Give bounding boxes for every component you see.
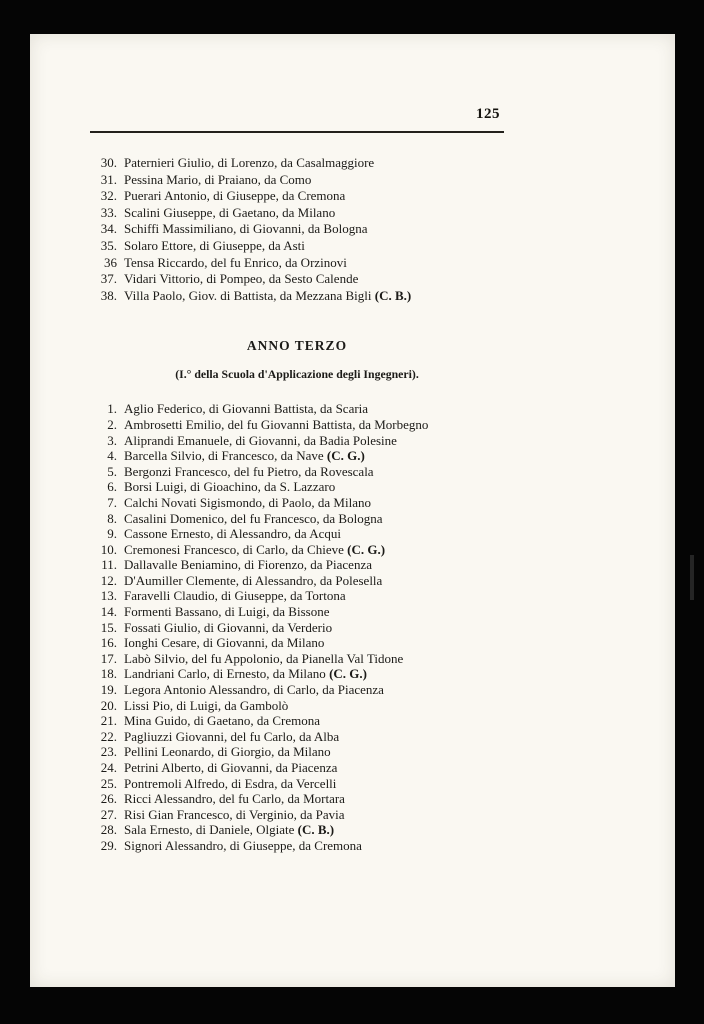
page-content [90,34,504,854]
entry-text: Petrini Alberto, di Giovanni, da Piacenza [124,760,338,775]
entry-text: Legora Antonio Alessandro, di Carlo, da Piacenza [124,682,384,698]
entry-text: Bergonzi Francesco, del fu Pietro, da Rovescala [124,463,374,479]
list-entry [90,401,504,417]
entry-text: D'Aumiller Clemente, di Alessandro, da Polesella [124,572,383,588]
list-entry [90,682,504,698]
entry-text: Puerari Antonio, di Giuseppe, da Cremona [124,188,346,204]
entry-number: 27. [100,806,117,822]
list-entry [90,698,504,714]
entry-text: Sala Ernesto, di Daniele, Olgiate (C. B.) [124,822,335,838]
list-entry [90,542,504,558]
student-roster [90,401,504,853]
entry-number: 15. [100,619,117,635]
list-entry [90,588,504,604]
list-entry [90,776,504,792]
list-entry [90,271,504,288]
list-entry [90,188,504,205]
list-entry [90,713,504,729]
entry-number: 13. [100,588,117,604]
entry-text: Aglio Federico, di Giovanni Battista, da Scaria [124,401,369,417]
entry-number: 4. [107,448,117,464]
entry-text: Landriani Carlo, di Ernesto, da Milano (C. G.) [124,666,367,682]
entry-number: 38. [100,287,117,303]
list-entry [90,822,504,838]
entry-annotation: (C. G.) [326,448,365,464]
entry-text: Pessina Mario, di Praiano, da Como [124,171,312,187]
entry-number: 24. [100,760,117,775]
entry-text: Ionghi Cesare, di Giovanni, da Milano [124,635,325,651]
entry-text: Faravelli Claudio, di Giuseppe, da Tortona [124,588,346,604]
entry-number: 29. [100,837,117,853]
entry-number: 8. [107,510,117,526]
entry-text: Ricci Alessandro, del fu Carlo, da Mortara [124,791,345,807]
entry-annotation: (C. G.) [347,541,386,557]
list-entry [90,651,504,667]
entry-text: Scalini Giuseppe, di Gaetano, da Milano [124,204,336,220]
entry-number: 12. [100,572,117,588]
entry-number: 20. [100,697,117,713]
entry-annotation: (C. B.) [374,287,412,303]
entry-number: 1. [107,401,117,417]
list-entry [90,464,504,480]
entry-text: Borsi Luigi, di Gioachino, da S. Lazzaro [124,479,336,495]
scan-artifact [690,555,694,600]
entry-number: 28. [100,822,117,838]
entry-text: Paternieri Giulio, di Lorenzo, da Casalmaggiore [124,155,375,170]
entry-number: 21. [100,713,117,729]
entry-text: Aliprandi Emanuele, di Giovanni, da Badia Polesine [124,432,397,448]
header-rule [90,131,504,133]
entry-number: 31. [100,171,117,187]
entry-text: Pagliuzzi Giovanni, del fu Carlo, da Alba [124,728,340,744]
entry-text: Pontremoli Alfredo, di Esdra, da Vercelli [124,775,337,791]
entry-text: Cassone Ernesto, di Alessandro, da Acqui [124,526,341,542]
entry-number: 6. [107,479,117,495]
entry-text: Cremonesi Francesco, di Carlo, da Chieve (C. G.) [124,541,386,557]
list-entry [90,433,504,449]
list-entry [90,729,504,745]
entry-text: Labò Silvio, del fu Appolonio, da Pianella Val Tidone [124,650,404,666]
list-entry [90,495,504,511]
page-number: 125 [476,106,500,122]
list-entry [90,526,504,542]
entry-number: 11. [101,557,117,573]
entry-text: Solaro Ettore, di Giuseppe, da Asti [124,237,305,253]
list-entry [90,221,504,238]
list-entry [90,448,504,464]
entry-number: 32. [100,188,117,204]
entry-number: 26. [100,791,117,807]
entry-number: 35. [100,237,117,253]
entry-number: 2. [107,416,117,432]
entry-annotation: (C. B.) [297,822,335,838]
entry-text: Calchi Novati Sigismondo, di Paolo, da Milano [124,494,371,510]
entry-text: Mina Guido, di Gaetano, da Cremona [124,713,321,729]
entry-number: 14. [100,604,117,620]
entry-number: 7. [107,494,117,510]
entry-text: Schiffi Massimiliano, di Giovanni, da Bologna [124,221,368,237]
entry-text: Signori Alessandro, di Giuseppe, da Cremona [124,837,362,853]
list-entry [90,620,504,636]
entry-number: 18. [100,666,117,682]
entry-text: Casalini Domenico, del fu Francesco, da Bologna [124,510,383,526]
entry-number: 17. [100,650,117,666]
entry-text: Tensa Riccardo, del fu Enrico, da Orzinovi [124,254,347,270]
entry-number: 37. [100,271,117,287]
list-entry [90,172,504,189]
entry-number: 23. [100,744,117,760]
entry-text: Barcella Silvio, di Francesco, da Nave (C. G.) [124,448,365,464]
entry-number: 30. [100,155,117,170]
list-entry [90,511,504,527]
list-entry [90,417,504,433]
list-entry [90,791,504,807]
section-title: ANNO TERZO [246,338,348,354]
book-page [30,34,675,987]
list-entry [90,255,504,272]
entry-number: 9. [107,526,117,542]
entry-text: Dallavalle Beniamino, di Fiorenzo, da Piacenza [124,557,372,573]
list-entry [90,807,504,823]
list-entry [90,238,504,255]
student-list-continued [90,155,504,304]
list-entry [90,760,504,776]
entry-number: 5. [107,463,117,479]
list-entry [90,573,504,589]
list-entry [90,744,504,760]
entry-number: 36 [104,254,117,270]
list-entry [90,838,504,854]
entry-text: Fossati Giulio, di Giovanni, da Verderio [124,619,333,635]
list-entry [90,155,504,172]
section-subtitle: (I.° della Scuola d'Applicazione degli Ingegneri). [175,367,419,382]
list-entry [90,604,504,620]
entry-annotation: (C. G.) [329,666,367,682]
list-entry [90,666,504,682]
list-entry [90,288,504,305]
entry-number: 34. [100,221,117,237]
entry-text: Risi Gian Francesco, di Verginio, da Pavia [124,806,345,822]
entry-text: Villa Paolo, Giov. di Battista, da Mezzana Bigli (C. B.) [124,287,412,303]
entry-text: Lissi Pio, di Luigi, da Gambolò [124,697,289,713]
list-entry [90,205,504,222]
entry-number: 3. [107,432,117,448]
list-entry [90,479,504,495]
entry-text: Formenti Bassano, di Luigi, da Bissone [124,604,330,620]
entry-number: 25. [100,775,117,791]
entry-number: 19. [100,682,117,698]
entry-number: 22. [100,728,117,744]
entry-text: Ambrosetti Emilio, del fu Giovanni Battista, da Morbegno [124,416,429,432]
list-entry [90,557,504,573]
entry-number: 10. [100,541,117,557]
entry-number: 33. [100,204,117,220]
entry-text: Vidari Vittorio, di Pompeo, da Sesto Calende [124,271,359,287]
entry-number: 16. [100,635,117,651]
list-entry [90,635,504,651]
entry-text: Pellini Leonardo, di Giorgio, da Milano [124,744,331,760]
